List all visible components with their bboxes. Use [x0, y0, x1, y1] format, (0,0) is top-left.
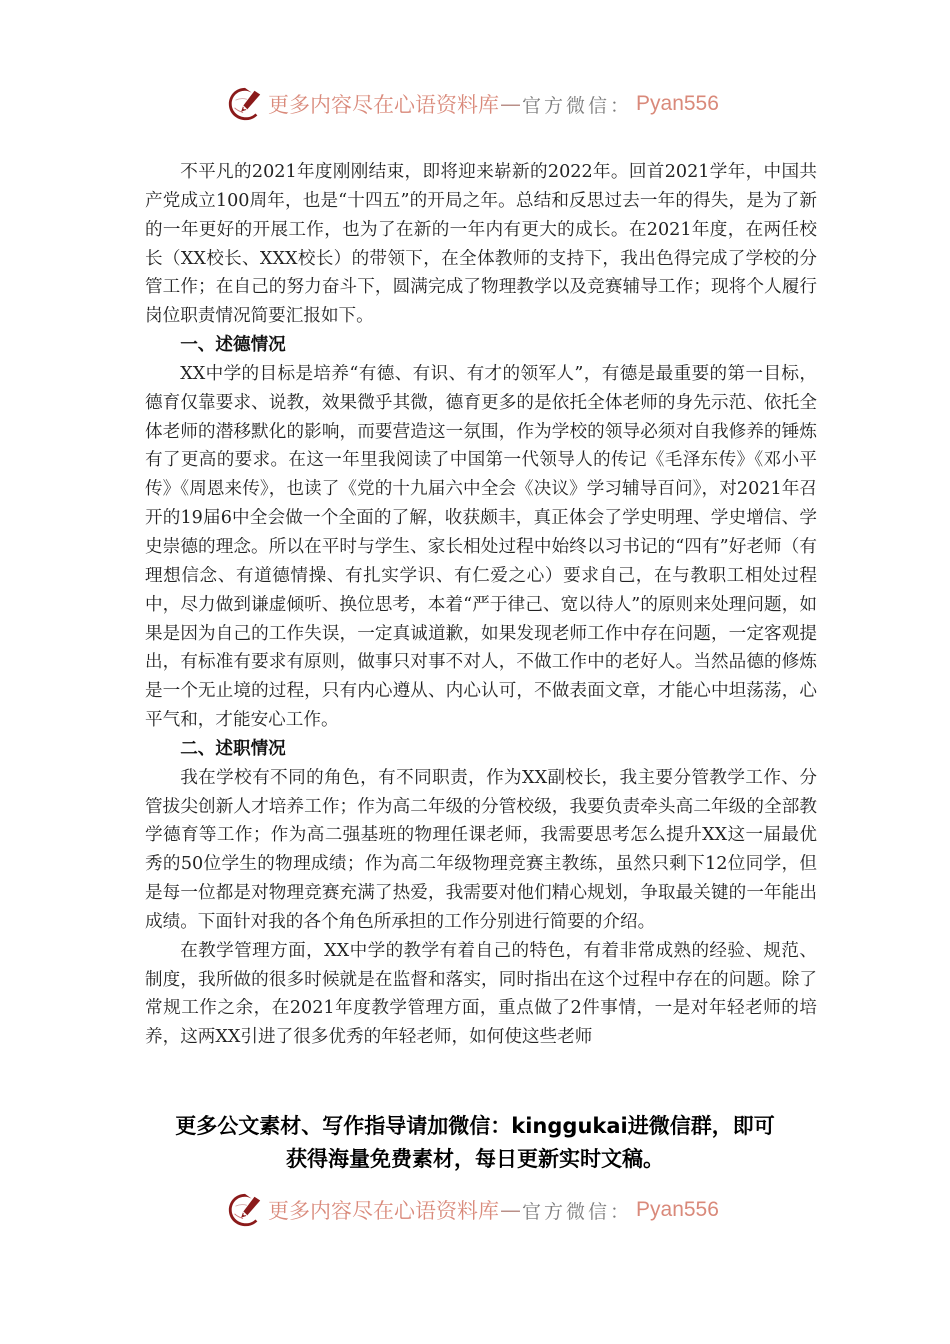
- watermark-dash: —: [500, 92, 521, 116]
- duties-paragraph-roles: 我在学校有不同的角色，有不同职责，作为XX副校长，我主要分管教学工作、分管拔尖创新人才培养工作；作为高二年级的分管校级，我要负责牵头高二年级的全部教学德育等工作；作为高二强基班的物理任课老师，我需要思考怎么提升XX这一届最优秀的50位学生的物理成绩；作为高二年级物理竞赛主教练，虽然只剩下12位同学，但是每一位都是对物理竞赛充满了热爱，我需要对他们精心规划，争取最关键的一年能出成绩。下面针对我的各个角色所承担的工作分别进行简要的介绍。: [145, 767, 817, 932]
- section-heading-duties: 二、述职情况: [180, 738, 286, 759]
- promo-line-1: 更多公文素材、写作指导请加微信：kinggukai进微信群，即可: [175, 1114, 775, 1138]
- footer-watermark: [226, 1188, 726, 1232]
- section-heading-moral: 一、述德情况: [180, 335, 286, 356]
- watermark-wechat-label: 官方微信：: [522, 1200, 633, 1223]
- header-watermark: [226, 82, 726, 126]
- watermark-wechat-label: 官方微信：: [522, 94, 633, 117]
- pen-nib-logo-icon: [226, 1191, 264, 1229]
- promo-banner: [120, 1110, 830, 1176]
- duties-paragraph-teaching-management: 在教学管理方面，XX中学的教学有着自己的特色，有着非常成熟的经验、规范、制度，我所做的很多时候就是在监督和落实，同时指出在这个过程中存在的问题。除了常规工作之余，在2021年度教学管理方面，重点做了2件事情，一是对年轻老师的培养，这两XX引进了很多优秀的年轻老师，如何使这些老师: [145, 940, 817, 1048]
- watermark-wechat-id: Pyan556: [636, 1198, 719, 1221]
- watermark-dash: —: [500, 1198, 521, 1222]
- moral-paragraph: XX中学的目标是培养“有德、有识、有才的领军人”，有德是最重要的第一目标，德育仅靠要求、说教，效果微乎其微，德育更多的是依托全体老师的身先示范、依托全体老师的潜移默化的影响，而要营造这一氛围，作为学校的领导必须对自我修养的锤炼有了更高的要求。在这一年里我阅读了中国第一代领导人的传记《毛泽东传》《邓小平传》《周恩来传》，也读了《党的十九届六中全会《决议》学习辅导百问》，对2021年召开的19届6中全会做一个全面的了解，收获颇丰，真正体会了学史明理、学史增信、学史崇德的理念。所以在平时与学生、家长相处过程中始终以习书记的“四有”好老师（有理想信念、有道德情操、有扎实学识、有仁爱之心）要求自己，在与教职工相处过程中，尽力做到谦虚倾听、换位思考，本着“严于律己、宽以待人”的原则来处理问题，如果是因为自己的工作失误，一定真诚道歉，如果发现老师工作中存在问题，一定客观提出，有标准有要求有原则，做事只对事不对人，不做工作中的老好人。当然品德的修炼是一个无止境的过程，只有内心遵从、内心认可，不做表面文章，才能心中坦荡荡，心平气和，才能安心工作。: [145, 363, 817, 731]
- promo-line-2: 获得海量免费素材，每日更新实时文稿。: [286, 1147, 664, 1171]
- watermark-slogan: 更多内容尽在心语资料库: [268, 93, 499, 117]
- intro-paragraph: 不平凡的2021年度刚刚结束，即将迎来崭新的2022年。回首2021学年，中国共产党成立100周年，也是“十四五”的开局之年。总结和反思过去一年的得失，是为了新的一年更好的开展工作，也为了在新的一年内有更大的成长。在2021年度，在两任校长（XX校长、XXX校长）的带领下，在全体教师的支持下，我出色得完成了学校的分管工作；在自己的努力奋斗下，圆满完成了物理教学以及竞赛辅导工作；现将个人履行岗位职责情况简要汇报如下。: [145, 162, 817, 327]
- watermark-wechat-id: Pyan556: [636, 92, 719, 115]
- document-body: [145, 158, 817, 1052]
- pen-nib-logo-icon: [226, 85, 264, 123]
- watermark-slogan: 更多内容尽在心语资料库: [268, 1199, 499, 1223]
